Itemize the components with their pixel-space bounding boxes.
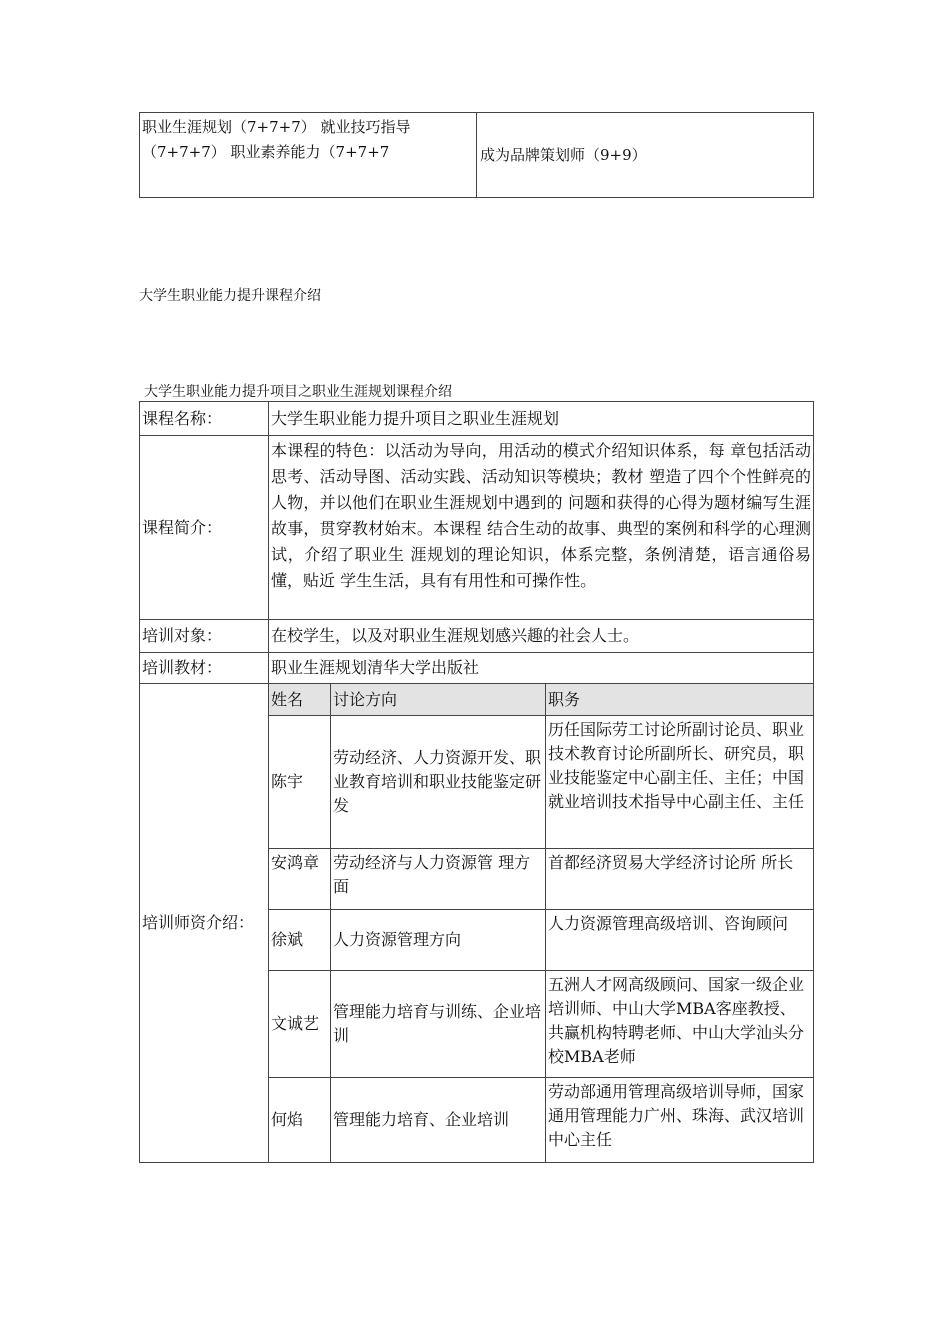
- header-position: 职务: [546, 684, 814, 716]
- course-table: [139, 401, 814, 1163]
- course-intro-label: 课程简介：: [140, 436, 269, 620]
- trainers-cell: [269, 684, 814, 1163]
- trainer-row: [269, 849, 813, 910]
- table-row: [140, 436, 814, 620]
- trainer-row: [269, 971, 813, 1078]
- trainer-row: [269, 1078, 813, 1163]
- trainer-direction: 劳动经济与人力资源管 理方面: [331, 849, 546, 910]
- top-right-cell: 成为品牌策划师（9+9）: [477, 113, 814, 198]
- trainers-label: 培训师资介绍：: [140, 684, 269, 1163]
- trainer-position: 人力资源管理高级培训、咨询顾问: [546, 910, 814, 971]
- table-row: [140, 113, 814, 198]
- table-row: [140, 684, 814, 1163]
- trainer-name: 陈宇: [269, 716, 331, 849]
- trainer-table: [269, 684, 813, 1162]
- trainer-position: 劳动部通用管理高级培训导师，国家通用管理能力广州、珠海、武汉培训中心主任: [546, 1078, 814, 1163]
- trainer-direction: 管理能力培育、企业培训: [331, 1078, 546, 1163]
- trainer-row: [269, 716, 813, 849]
- table-row: [140, 620, 814, 653]
- table-caption: 大学生职业能力提升项目之职业生涯规划课程介绍: [144, 384, 452, 400]
- course-name-value: 大学生职业能力提升项目之职业生涯规划: [269, 402, 814, 436]
- table-row: [140, 653, 814, 684]
- trainer-position: 首都经济贸易大学经济讨论所 所长: [546, 849, 814, 910]
- trainer-name: 何焰: [269, 1078, 331, 1163]
- training-target-label: 培训对象：: [140, 620, 269, 653]
- header-name: 姓名: [269, 684, 331, 716]
- trainer-direction: 劳动经济、人力资源开发、职业教育培训和职业技能鉴定研发: [331, 716, 546, 849]
- trainer-position: 历任国际劳工讨论所副讨论员、职业技术教育讨论所副所长、研究员，职业技能鉴定中心副主任、主任；中国就业培训技术指导中心副主任、主任: [546, 716, 814, 849]
- training-material-label: 培训教材：: [140, 653, 269, 684]
- training-target-value: 在校学生，以及对职业生涯规划感兴趣的社会人士。: [269, 620, 814, 653]
- top-left-cell: 职业生涯规划（7+7+7） 就业技巧指导（7+7+7） 职业素养能力（7+7+7: [140, 113, 477, 198]
- trainer-name: 徐斌: [269, 910, 331, 971]
- table-row: [140, 402, 814, 436]
- trainer-name: 文诚艺: [269, 971, 331, 1078]
- course-intro-value: 本课程的特色：以活动为导向，用活动的模式介绍知识体系，每 章包括活动思考、活动导图、活动实践、活动知识等模块；教材 塑造了四个个性鲜亮的人物，并以他们在职业生涯规划中遇到的 问题和获得的心得为题材编写生涯故事，贯穿教材始末。本课程 结合生动的故事、典型的案例和科学的心理测试，介绍了职业生 涯规划的理论知识，体系完整，条例清楚，语言通俗易懂，贴近 学生生活，具有有用性和可操作性。: [269, 436, 814, 620]
- document-heading: 大学生职业能力提升课程介绍: [139, 288, 321, 304]
- top-table: [139, 112, 814, 198]
- header-direction: 讨论方向: [331, 684, 546, 716]
- trainer-direction: 管理能力培育与训练、企业培训: [331, 971, 546, 1078]
- trainer-name: 安鸿章: [269, 849, 331, 910]
- training-material-value: 职业生涯规划清华大学出版社: [269, 653, 814, 684]
- trainer-position: 五洲人才网高级顾问、国家一级企业培训师、中山大学MBA客座教授、共赢机构特聘老师、中山大学汕头分校MBA老师: [546, 971, 814, 1078]
- course-name-label: 课程名称：: [140, 402, 269, 436]
- trainer-header-row: [269, 684, 813, 716]
- trainer-row: [269, 910, 813, 971]
- trainer-direction: 人力资源管理方向: [331, 910, 546, 971]
